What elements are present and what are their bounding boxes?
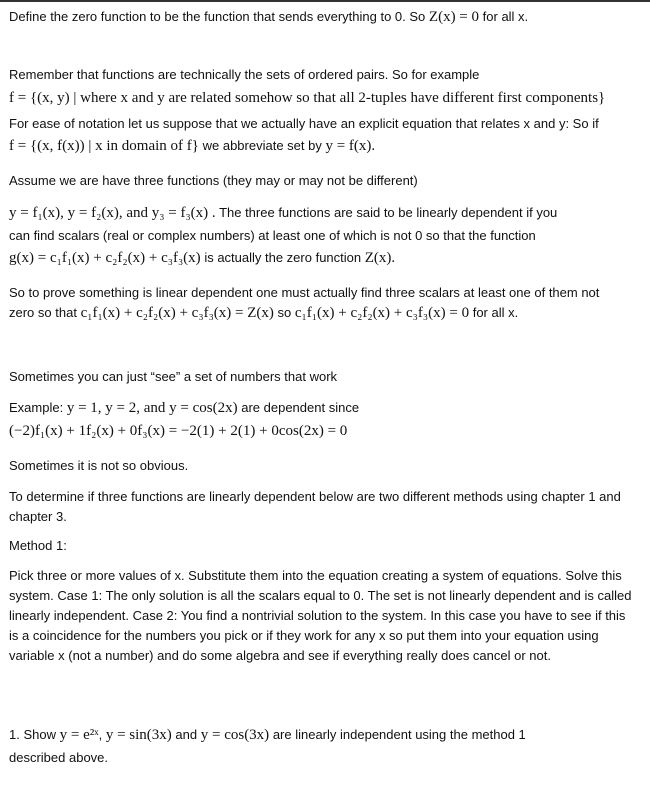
example-line	[9, 400, 359, 416]
intro-tail: for all x.	[482, 9, 529, 24]
prove-math1: c₁f₁(x) + c₂f₂(x) + c₃f₃(x) = Z(x)	[80, 305, 274, 321]
prove-line	[9, 305, 518, 321]
ordered-pairs-text: Remember that functions are technically the sets of ordered pairs. So for example	[9, 67, 480, 82]
intro-math: Z(x) = 0	[428, 9, 480, 25]
see-text: Sometimes you can just “see” a set of numbers that work	[9, 369, 338, 384]
example-tail: are dependent since	[241, 400, 360, 415]
example-math: y = 1, y = 2, and y = cos(2x)	[66, 400, 238, 416]
exercise-comma: ,	[98, 727, 103, 742]
g-function-math: g(x) = c₁f₁(x) + c₂f₂(x) + c₃f₃(x)	[9, 250, 201, 266]
ease-text: For ease of notation let us suppose that we actually have an explicit equation that relates x and y: So if	[9, 116, 599, 131]
ease-line	[9, 138, 375, 154]
example-label: Example:	[9, 400, 64, 415]
ordered-pairs-math: f = {(x, y) | where x and y are related somehow so that all 2-tuples have different first components}	[9, 90, 606, 106]
prove-math2: c₁f₁(x) + c₂f₂(x) + c₃f₃(x) = 0	[294, 305, 470, 321]
assume-text: Assume we are have three functions (they may or may not be different)	[9, 173, 418, 188]
exercise-line2: described above.	[9, 750, 109, 765]
top-rule	[0, 0, 650, 2]
assume-dependent-text: The three functions are said to be linearly dependent if you	[219, 205, 558, 220]
exercise-and: and	[175, 727, 198, 742]
assume-funcs-line	[9, 205, 557, 221]
zero-function-math: Z(x).	[364, 250, 396, 266]
determine-text: To determine if three functions are linearly dependent below are two different methods using chapter 1 and chapter 3.	[9, 489, 621, 524]
intro-line	[9, 9, 528, 25]
exercise-tail: are linearly independent using the method 1	[272, 727, 526, 742]
zero-function-text: is actually the zero function	[204, 250, 362, 265]
exercise-line	[9, 727, 526, 743]
example-equation: (−2)f₁(x) + 1f₂(x) + 0f₃(x) = −2(1) + 2(1) + 0cos(2x) = 0	[9, 423, 348, 439]
ease-math: f = {(x, f(x)) | x in domain of f}	[9, 138, 199, 154]
ease-math2: y = f(x).	[325, 138, 376, 154]
assume-funcs-math: y = f₁(x), y = f₂(x), and y₃ = f₃(x) .	[9, 205, 216, 221]
prove-text: So to prove something is linear dependent one must actually find three scalars at least one of them not	[9, 285, 600, 300]
prove-text2: zero so that	[9, 305, 77, 320]
ease-mid: we abbreviate set by	[202, 138, 322, 153]
intro-text: Define the zero function to be the function that sends everything to 0. So	[9, 9, 426, 24]
method1-title: Method 1:	[9, 538, 67, 553]
assume-scalars-text: can find scalars (real or complex numbers) at least one of which is not 0 so that the function	[9, 228, 536, 243]
exercise-math3: y = cos(3x)	[200, 727, 270, 743]
exercise-prefix: 1. Show	[9, 727, 56, 742]
prove-so: so	[277, 305, 292, 320]
exercise-math1: y = e²ˣ	[59, 727, 99, 743]
assume-g-line	[9, 250, 395, 266]
not-obvious-text: Sometimes it is not so obvious.	[9, 458, 189, 473]
method1-body: Pick three or more values of x. Substitute them into the equation creating a system of equations. Solve this system. Case 1: The only solution is all the scalars equal to 0. The set is not linearly dependent and is called linearly independent. Case 2: You find a nontrivial solution to the system. In this case you have to see if this is a coincidence for the numbers you pick or if they work for any x so put them into your equation using variable x (not a number) and do some algebra and see if everything really does cancel or not.	[9, 568, 632, 663]
exercise-math2: y = sin(3x)	[105, 727, 172, 743]
prove-tail: for all x.	[472, 305, 519, 320]
